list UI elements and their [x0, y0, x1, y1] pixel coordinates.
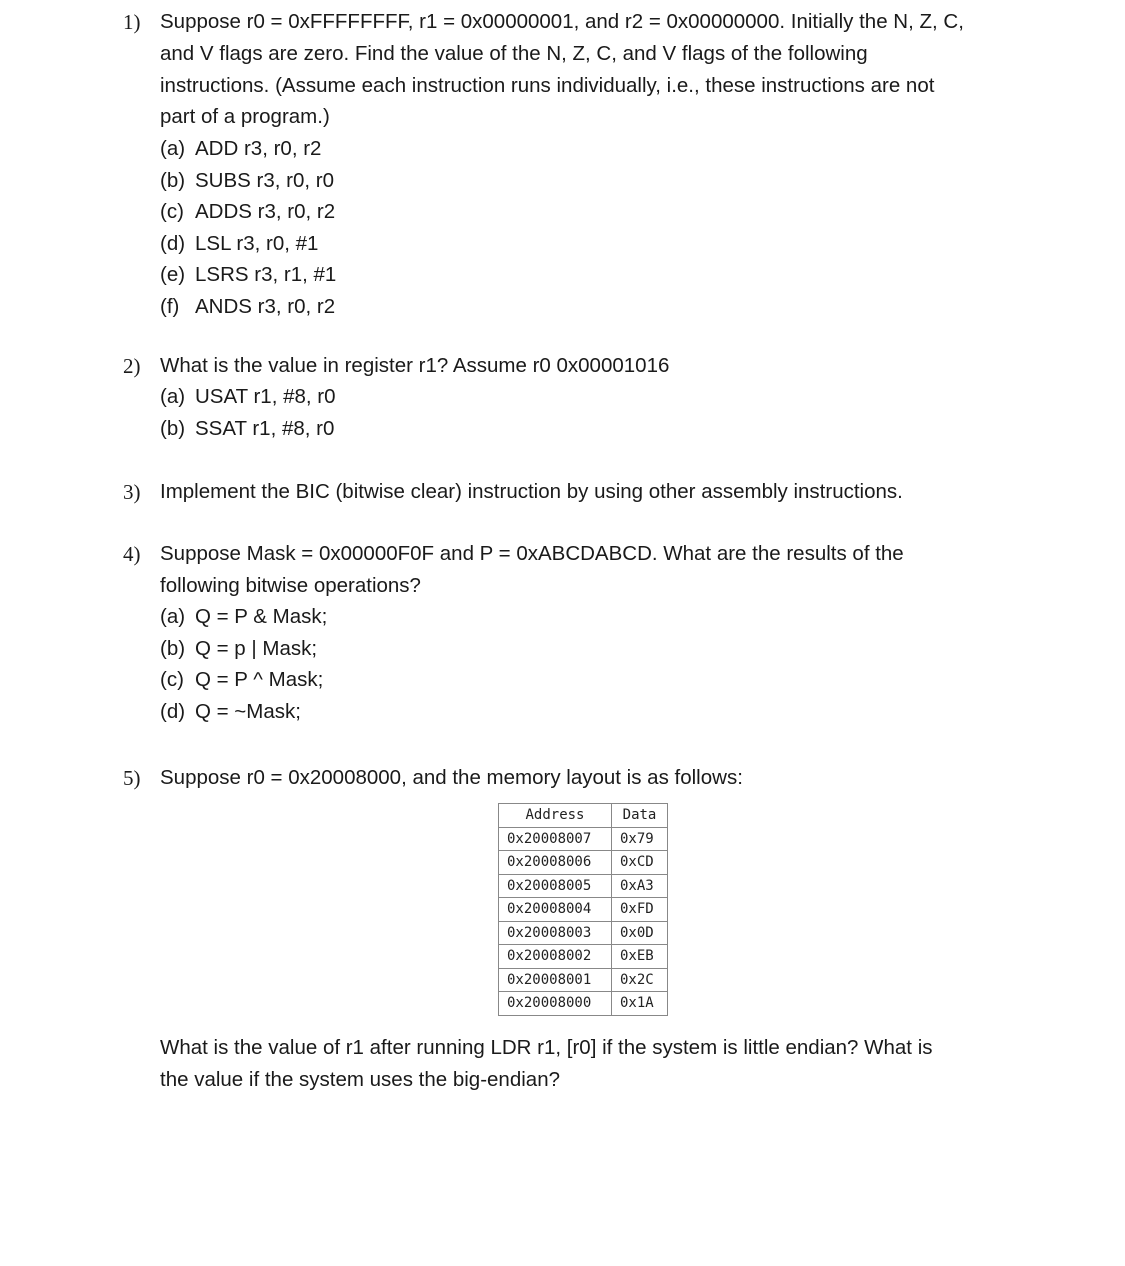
followup-text-line: the value if the system uses the big-endian? — [160, 1068, 560, 1091]
sub-item — [160, 259, 336, 291]
data-column-header: Data — [612, 804, 668, 828]
table-row — [499, 921, 668, 945]
sub-item — [160, 291, 335, 323]
data-cell: 0x79 — [612, 827, 668, 851]
question-text-line: Suppose Mask = 0x00000F0F and P = 0xABCDABCD. What are the results of the — [160, 542, 904, 565]
address-cell: 0x20008002 — [499, 945, 612, 969]
sub-item-label: (a) — [160, 385, 186, 408]
address-cell: 0x20008003 — [499, 921, 612, 945]
sub-item — [160, 228, 318, 260]
sub-item — [160, 381, 336, 413]
sub-item-text: LSL r3, r0, #1 — [195, 232, 319, 255]
sub-item-label: (a) — [160, 137, 186, 160]
question-text-line: Suppose r0 = 0x20008000, and the memory layout is as follows: — [160, 766, 743, 789]
data-cell: 0x1A — [612, 992, 668, 1016]
memory-layout-table — [498, 803, 668, 1016]
sub-item-label: (e) — [160, 263, 186, 286]
sub-item-label: (a) — [160, 605, 186, 628]
question-number: 1) — [123, 10, 141, 34]
question-text-line: Suppose r0 = 0xFFFFFFFF, r1 = 0x00000001, and r2 = 0x00000000. Initially the N, Z, C, — [160, 10, 964, 33]
address-cell: 0x20008001 — [499, 968, 612, 992]
sub-item-label: (b) — [160, 169, 186, 192]
data-cell: 0xEB — [612, 945, 668, 969]
sub-item — [160, 696, 301, 728]
sub-item-label: (b) — [160, 637, 186, 660]
sub-item-text: Q = ~Mask; — [195, 700, 301, 723]
question-text-line: Implement the BIC (bitwise clear) instruction by using other assembly instructions. — [160, 480, 903, 503]
sub-item-text: Q = P ^ Mask; — [195, 668, 324, 691]
table-row — [499, 827, 668, 851]
sub-item-text: ADD r3, r0, r2 — [195, 137, 322, 160]
table-header-row — [499, 804, 668, 828]
address-column-header: Address — [499, 804, 612, 828]
address-cell: 0x20008000 — [499, 992, 612, 1016]
table-row — [499, 992, 668, 1016]
sub-item-label: (f) — [160, 295, 180, 318]
sub-item — [160, 165, 334, 197]
sub-item-text: Q = P & Mask; — [195, 605, 328, 628]
question-number: 3) — [123, 480, 141, 504]
address-cell: 0x20008006 — [499, 851, 612, 875]
data-cell: 0x2C — [612, 968, 668, 992]
address-cell: 0x20008007 — [499, 827, 612, 851]
question-number: 2) — [123, 354, 141, 378]
sub-item — [160, 664, 323, 696]
sub-item — [160, 413, 334, 445]
address-cell: 0x20008005 — [499, 874, 612, 898]
question-text-line: What is the value in register r1? Assume r0 0x00001016 — [160, 354, 670, 377]
sub-item-text: SSAT r1, #8, r0 — [195, 417, 335, 440]
table-row — [499, 898, 668, 922]
question-text-line: following bitwise operations? — [160, 574, 421, 597]
sub-item — [160, 133, 321, 165]
sub-item — [160, 196, 335, 228]
sub-item-label: (b) — [160, 417, 186, 440]
table-row — [499, 945, 668, 969]
table-row — [499, 968, 668, 992]
sub-item-text: LSRS r3, r1, #1 — [195, 263, 337, 286]
data-cell: 0xFD — [612, 898, 668, 922]
data-cell: 0x0D — [612, 921, 668, 945]
address-cell: 0x20008004 — [499, 898, 612, 922]
table-row — [499, 851, 668, 875]
sub-item-label: (d) — [160, 700, 186, 723]
sub-item-label: (c) — [160, 668, 184, 691]
sub-item-text: ANDS r3, r0, r2 — [195, 295, 336, 318]
sub-item-text: USAT r1, #8, r0 — [195, 385, 336, 408]
question-text-line: part of a program.) — [160, 105, 330, 128]
sub-item — [160, 601, 327, 633]
question-text-line: instructions. (Assume each instruction runs individually, i.e., these instructions are not — [160, 74, 935, 97]
sub-item-text: ADDS r3, r0, r2 — [195, 200, 336, 223]
sub-item-label: (d) — [160, 232, 186, 255]
question-number: 5) — [123, 766, 141, 790]
sub-item-label: (c) — [160, 200, 184, 223]
sub-item-text: Q = p | Mask; — [195, 637, 318, 660]
table-row — [499, 874, 668, 898]
sub-item-text: SUBS r3, r0, r0 — [195, 169, 334, 192]
question-number: 4) — [123, 542, 141, 566]
data-cell: 0xCD — [612, 851, 668, 875]
followup-text-line: What is the value of r1 after running LDR r1, [r0] if the system is little endian? What is — [160, 1036, 933, 1059]
data-cell: 0xA3 — [612, 874, 668, 898]
question-text-line: and V flags are zero. Find the value of the N, Z, C, and V flags of the following — [160, 42, 868, 65]
sub-item — [160, 633, 317, 665]
